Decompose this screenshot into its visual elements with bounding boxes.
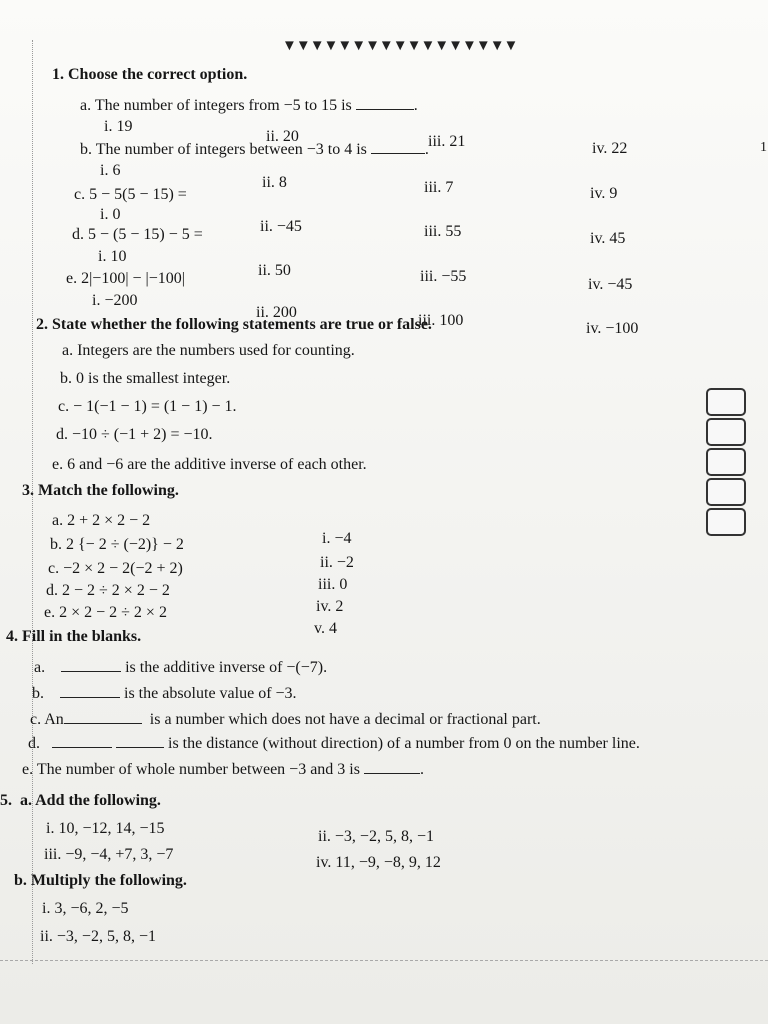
option: i. 0 <box>100 206 121 223</box>
match-right: i. −4 <box>322 530 352 547</box>
fill-line: b. is the absolute value of −3. <box>32 685 297 702</box>
option: i. 10 <box>98 248 127 265</box>
side-tab <box>706 448 746 476</box>
fill-line: e. The number of whole number between −3 and 3 is . <box>22 761 424 778</box>
match-right: v. 4 <box>314 620 337 637</box>
option: iv. 22 <box>592 140 628 157</box>
match-left: e. 2 × 2 − 2 ÷ 2 × 2 <box>44 604 167 621</box>
fill-line: c. An is a number which does not have a decimal or fractional part. <box>30 711 541 728</box>
option: i. 19 <box>104 118 133 135</box>
option: iv. −100 <box>586 320 639 337</box>
answer-blank <box>371 140 425 154</box>
multiply-item: i. 3, −6, 2, −5 <box>42 900 129 917</box>
option: iii. 100 <box>418 312 464 329</box>
q5-b-heading: b. Multiply the following. <box>14 872 187 889</box>
multiply-item: ii. −3, −2, 5, 8, −1 <box>40 928 156 945</box>
q2-heading: 2. State whether the following statements are true or false. <box>36 316 432 333</box>
option: iii. 7 <box>424 179 454 196</box>
fill-line: a. is the additive inverse of −(−7). <box>34 659 328 676</box>
option: ii. 200 <box>256 304 297 321</box>
option: iv. 45 <box>590 230 626 247</box>
q1-heading: 1. Choose the correct option. <box>52 66 248 83</box>
q2-statement: d. −10 ÷ (−1 + 2) = −10. <box>56 426 213 443</box>
option: iv. 9 <box>590 185 618 202</box>
left-dotted-rule <box>32 40 33 964</box>
option: ii. 50 <box>258 262 291 279</box>
fill-line: d. is the distance (without direction) of a number from 0 on the number line. <box>28 735 640 752</box>
option: iii. −55 <box>420 268 467 285</box>
edge-digit: 1 <box>760 140 767 155</box>
option: iv. −45 <box>588 276 633 293</box>
option: i. 6 <box>100 162 121 179</box>
side-tab <box>706 478 746 506</box>
match-right: iv. 2 <box>316 598 344 615</box>
add-item: iii. −9, −4, +7, 3, −7 <box>44 846 174 863</box>
add-item: ii. −3, −2, 5, 8, −1 <box>318 828 434 845</box>
q4-heading: 4. Fill in the blanks. <box>6 628 142 645</box>
answer-blank <box>364 760 420 774</box>
zigzag-border: ▼▼▼▼▼▼▼▼▼▼▼▼▼▼▼▼▼ <box>282 38 518 54</box>
q1-b-stem: b. The number of integers between −3 to 4 is . <box>80 141 429 158</box>
option: iii. 55 <box>424 223 462 240</box>
match-left: c. −2 × 2 − 2(−2 + 2) <box>48 560 183 577</box>
q3-heading: 3. Match the following. <box>22 482 179 499</box>
option: iii. 21 <box>428 133 466 150</box>
answer-blank <box>116 734 164 748</box>
option: ii. 20 <box>266 128 299 145</box>
side-tab <box>706 508 746 536</box>
match-left: b. 2 {− 2 ÷ (−2)} − 2 <box>50 536 184 553</box>
answer-blank <box>64 710 142 724</box>
match-left: a. 2 + 2 × 2 − 2 <box>52 512 151 529</box>
side-tab <box>706 388 746 416</box>
q2-statement: e. 6 and −6 are the additive inverse of each other. <box>52 456 367 473</box>
answer-blank <box>356 96 414 110</box>
answer-blank <box>52 734 112 748</box>
add-item: iv. 11, −9, −8, 9, 12 <box>316 854 441 871</box>
option: ii. 8 <box>262 174 287 191</box>
option: i. −200 <box>92 292 138 309</box>
answer-blank <box>61 658 121 672</box>
option: ii. −45 <box>260 218 302 235</box>
q2-statement: a. Integers are the numbers used for counting. <box>62 342 355 359</box>
side-tab <box>706 418 746 446</box>
match-left: d. 2 − 2 ÷ 2 × 2 − 2 <box>46 582 170 599</box>
match-right: iii. 0 <box>318 576 348 593</box>
q5-a-heading: 5. a. Add the following. <box>0 792 161 809</box>
match-right: ii. −2 <box>320 554 354 571</box>
q1-c-stem: c. 5 − 5(5 − 15) = <box>74 186 187 203</box>
q1-d-stem: d. 5 − (5 − 15) − 5 = <box>72 226 203 243</box>
q2-statement: c. − 1(−1 − 1) = (1 − 1) − 1. <box>58 398 237 415</box>
q1-a-stem: a. The number of integers from −5 to 15 is . <box>80 97 418 114</box>
add-item: i. 10, −12, 14, −15 <box>46 820 165 837</box>
answer-blank <box>60 684 120 698</box>
q1-e-stem: e. 2|−100| − |−100| <box>66 270 185 287</box>
bottom-dashed-rule <box>0 960 768 961</box>
q2-statement: b. 0 is the smallest integer. <box>60 370 231 387</box>
